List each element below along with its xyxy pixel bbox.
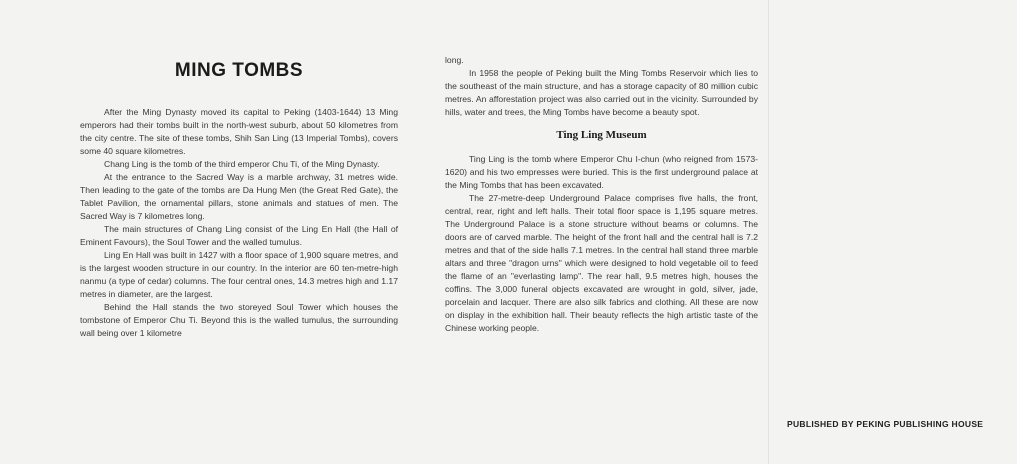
paragraph: Ling En Hall was built in 1427 with a floor space of 1,900 square metres, and is the largest wooden structure in our country. In the interior are 60 ten-metre-high nanmu (a type of cedar) columns. The four central ones, 14.3 metres high and 1.17 metres in diameter, are the largest.: [80, 250, 398, 299]
paragraph: Chang Ling is the tomb of the third emperor Chu Ti, of the Ming Dynasty.: [104, 159, 380, 169]
fold-line: [768, 0, 769, 464]
paragraph: The 27-metre-deep Underground Palace comprises five halls, the front, central, rear, right and left halls. Their total floor space is 1,195 square metres. The Underground Palace is a stone structure without beams or columns. The doors are of carved marble. The height of the front hall and the central hall is 7.2 metres and that of the side halls 7.1 metres. In the central hall stand three marble altars and three "dragon urns" which were designed to hold vegetable oil to feed the flame of an "everlasting lamp". The rear hall, 9.5 metres high, houses the coffins. The 3,000 funeral objects excavated are wrought in gold, silver, jade, porcelain and lacquer. There are also silk fabrics and clothing. All these are now on display in the exhibition hall. Their beauty reflects the high artistic taste of the Chinese working people.: [445, 193, 758, 333]
paragraph: Ting Ling is the tomb where Emperor Chu I-chun (who reigned from 1573-1620) and his two empresses were buried. This is the first underground palace at the Ming Tombs that has been excavated.: [445, 154, 758, 190]
paragraph: In 1958 the people of Peking built the Ming Tombs Reservoir which lies to the southeast of the main structure, and has a storage capacity of 80 million cubic metres. An afforestation project was also carried out in the vicinity. Surrounded by hills, water and trees, the Ming Tombs have become a beauty spot.: [445, 68, 758, 117]
page-title: MING TOMBS: [174, 60, 304, 81]
continued-text: long.: [445, 55, 464, 65]
paragraph: At the entrance to the Sacred Way is a marble archway, 31 metres wide. Then leading to the gate of the tombs are Da Hung Men (the Great Red Gate), the Tablet Pavilion, the ornamental pillars, stone animals and statues of men. The Sacred Way is 7 kilometres long.: [80, 172, 398, 221]
publisher-line: PUBLISHED BY PEKING PUBLISHING HOUSE: [787, 419, 984, 429]
middle-column: [445, 54, 758, 335]
paragraph: After the Ming Dynasty moved its capital to Peking (1403-1644) 13 Ming emperors had their tombs built in the north-west suburb, about 50 kilometres from the city centre. The site of these tombs, Shih San Ling (13 Imperial Tombs), covers some 40 square kilometres.: [80, 107, 398, 156]
paragraph: The main structures of Chang Ling consist of the Ling En Hall (the Hall of Eminent Favours), the Soul Tower and the walled tumulus.: [80, 224, 398, 247]
paragraph: Behind the Hall stands the two storeyed Soul Tower which houses the tombstone of Emperor Chu Ti. Beyond this is the walled tumulus, the surrounding wall being over 1 kilometre: [80, 302, 398, 338]
left-column: [80, 60, 398, 340]
section-heading: Ting Ling Museum: [556, 129, 647, 141]
